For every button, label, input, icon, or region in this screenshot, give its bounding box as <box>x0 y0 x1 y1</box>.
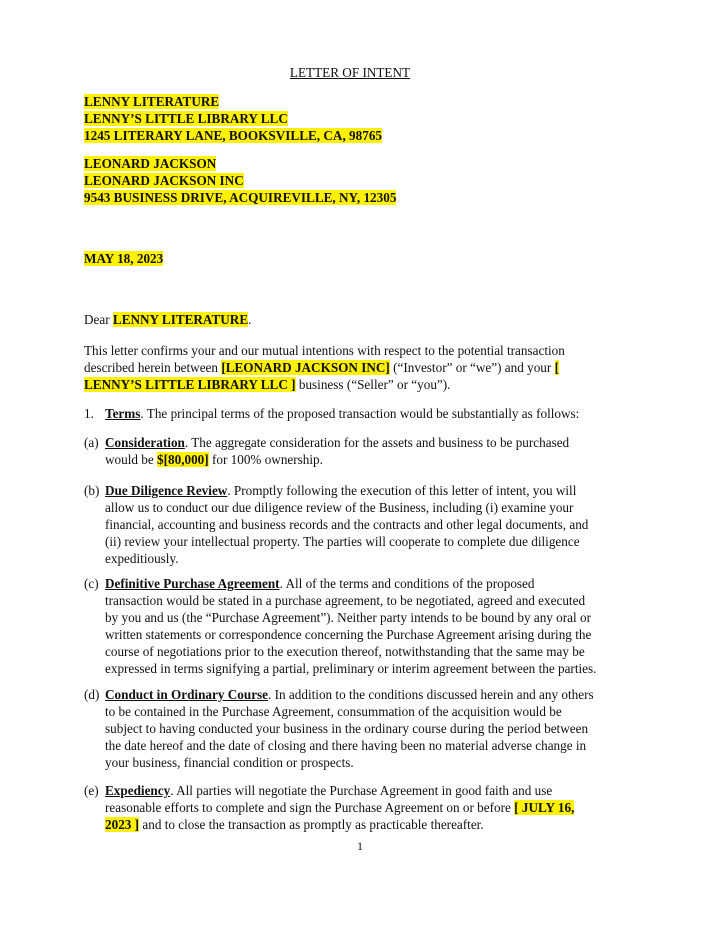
deadline-date-start: [ JULY 16, <box>514 800 575 815</box>
letter-date: MAY 18, 2023 <box>84 251 164 266</box>
consideration-heading: Consideration <box>105 435 185 450</box>
document-page: LETTER OF INTENT LENNY LITERATURE LENNY’S LITTLE LIBRARY LLC 1245 LITERARY LANE, BOOKSVILLE, CA, 98765 LEONARD JACKSON LEONARD JACKSON INC 9543 BUSINESS DRIVE, ACQUIREVILLE, NY, 12305 MAY 18, 2023 Dear LENNY LITERATURE. This letter confirms your and our mutual intentions with respect to the potential transaction described herein between [LEONARD JACKSON INC] (“Investor” or “we”) and your [ LENNY’S LITTLE LIBRARY LLC ] business (“Seller” or “you”). 1. Terms. The principal terms of the proposed transaction would be substantially as follows: (a) Consideration. The aggregate consideration for the assets and business to be purchased would be $[80,000] for 100% ownership. (b) Due Diligence Review. Promptly following the execution of this letter of intent, you will allow us to conduct our due diligence review of the Business, including (i) examine your financial, accounting and business records and the contracts and other legal documents, and (ii) review your intellectual property. The parties will cooperate to complete due diligence expeditiously. (c) Definitive Purchase Agreement. All of the terms and conditions of the proposed transaction would be stated in a purchase agreement, to be negotiated, agreed and executed by you and us (the “Purchase Agreement”). Neither party intends to be bound by any oral or written statements or correspondence concerning the Purchase Agreement arising during the course of negotiations prior to the execution thereof, notwithstanding that the same may be expressed in terms signifying a partial, preliminary or interim agreement between the parties. (d) Conduct in Ordinary Course. In addition to the conditions discussed herein and any others to be contained in the Purchase Agreement, consummation of the acquisition would be subject to having conducted your business in the ordinary course during the period between the date hereof and the date of closing and there having been no material adverse change in your business, financial condition or prospects. (e) Expediency. All parties will negotiate the Purchase Agreement in good faith and use reasonable efforts to complete and sign the Purchase Agreement on or before [ JULY 16, 2023 ] and to close the transaction as promptly as practicable thereafter. 1 <box>0 0 720 931</box>
sender-name: LENNY LITERATURE <box>84 94 220 109</box>
ordinary-course-heading: Conduct in Ordinary Course <box>105 687 269 702</box>
due-diligence-heading: Due Diligence Review <box>105 483 228 498</box>
sender-company: LENNY’S LITTLE LIBRARY LLC <box>84 111 288 126</box>
consideration-amount: $[80,000] <box>157 452 209 467</box>
investor-name: [LEONARD JACKSON INC] <box>221 360 390 375</box>
document-title: LETTER OF INTENT <box>289 65 411 80</box>
salutation-name: LENNY LITERATURE <box>112 312 249 327</box>
recipient-name: LEONARD JACKSON <box>84 156 217 171</box>
page-number: 1 <box>357 839 363 853</box>
intro-paragraph: This letter confirms your and our mutual intentions with respect to the potential transaction described herein between [LEONARD JACKSON INC] (“Investor” or “we”) and your [ LENNY’S LITTLE LIBRARY LLC ] business (“Seller” or “you”). <box>84 343 565 392</box>
salutation: Dear LENNY LITERATURE. <box>84 312 252 327</box>
recipient-address: 9543 BUSINESS DRIVE, ACQUIREVILLE, NY, 12305 <box>84 190 397 205</box>
seller-name: LENNY’S LITTLE LIBRARY LLC ] <box>84 377 296 392</box>
sender-address: 1245 LITERARY LANE, BOOKSVILLE, CA, 98765 <box>84 128 383 143</box>
purchase-agreement-heading: Definitive Purchase Agreement <box>105 576 280 591</box>
sender-block <box>84 93 644 144</box>
terms-heading: Terms <box>105 406 141 421</box>
recipient-company: LEONARD JACKSON INC <box>84 173 244 188</box>
date-block <box>84 250 644 267</box>
expediency-heading: Expediency <box>105 783 171 798</box>
recipient-block <box>84 155 644 206</box>
deadline-date-end: 2023 ] <box>105 817 140 832</box>
